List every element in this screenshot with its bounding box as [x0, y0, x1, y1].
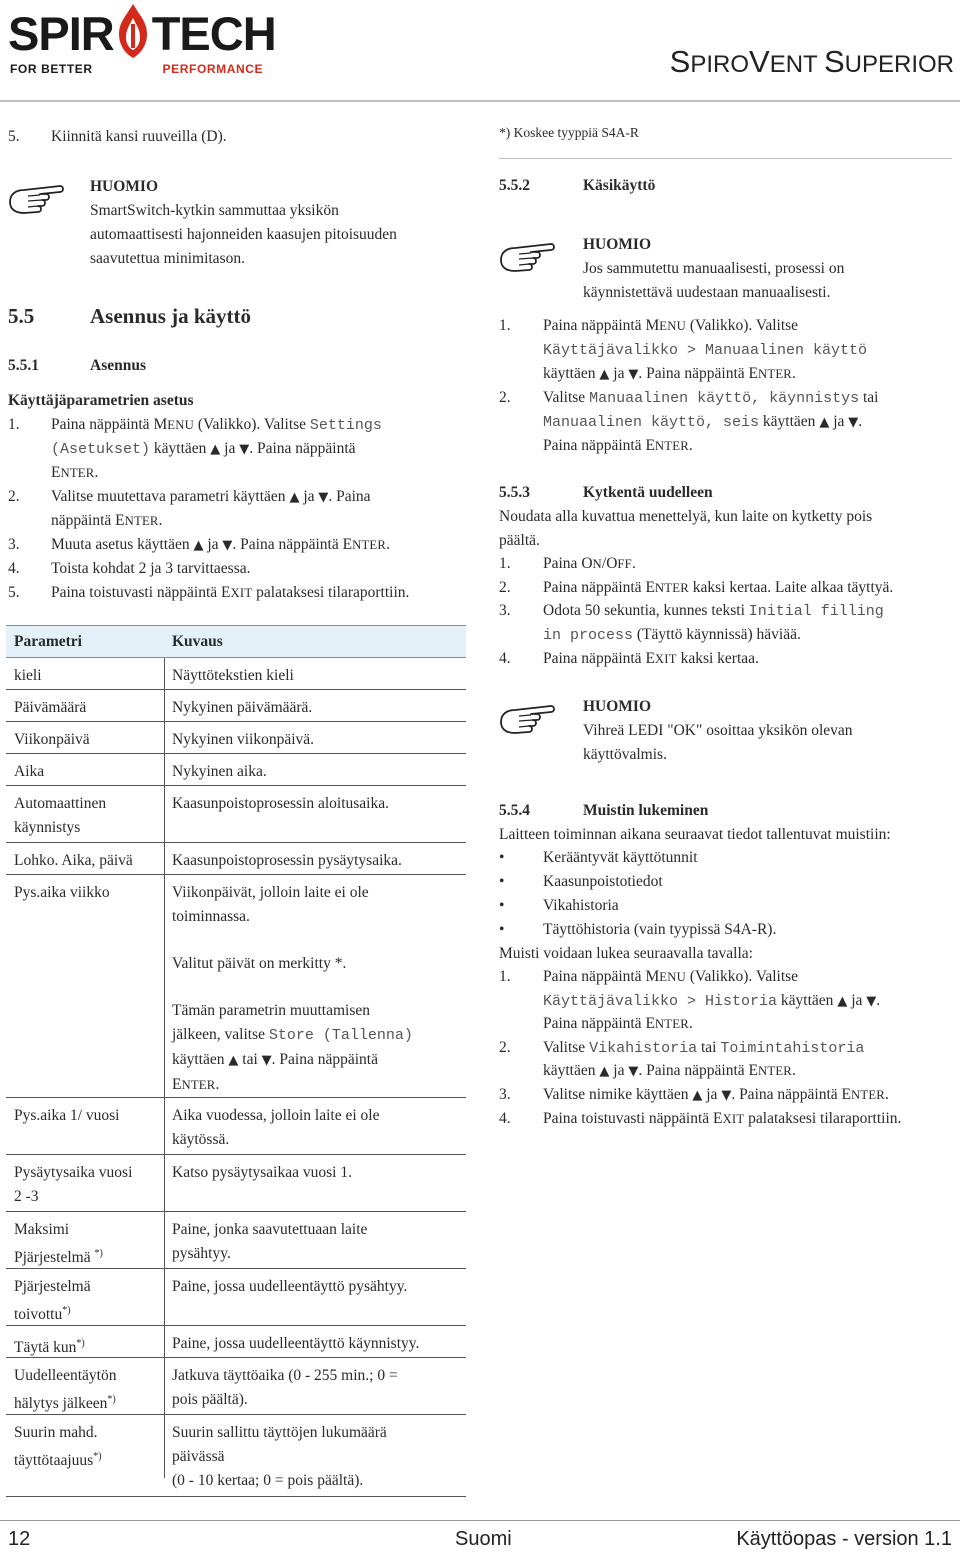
- parameter-table: [6, 625, 466, 1497]
- right-rule: [499, 158, 952, 159]
- down-arrow-icon: ▼: [721, 1088, 732, 1103]
- table-row: Automaattinen käynnistys Kaasunpoistoprosessin aloitusaika.: [6, 786, 466, 843]
- restart-step-2: 2. Paina näppäintä ENTER kaksi kertaa. Laite alkaa täyttyä.: [499, 579, 894, 596]
- section-5-5-2-heading: 5.5.2 Käsikäyttö: [499, 177, 656, 194]
- history-step-3: 3. Valitse nimike käyttäen ▲ ja ▼. Paina näppäintä ENTER.: [499, 1086, 889, 1103]
- tagline-right: PERFORMANCE: [162, 62, 264, 76]
- header-kuvaus: Kuvaus: [172, 633, 223, 650]
- down-arrow-icon: ▼: [628, 1064, 639, 1079]
- up-arrow-icon: ▲: [599, 367, 610, 382]
- manual-step-2-cont: Manuaalinen käyttö, seis käyttäen ▲ ja ▼.: [543, 413, 863, 431]
- user-params-heading: Käyttäjäparametrien asetus: [8, 392, 194, 409]
- tagline-left: FOR BETTER: [10, 62, 93, 76]
- table-row: Pysäytysaika vuosi 2 -3 Katso pysäytysaikaa vuosi 1.: [6, 1155, 466, 1212]
- section-5-5-heading: 5.5 Asennus ja käyttö: [8, 304, 252, 328]
- param-step-1: 1. Paina näppäintä MENU (Valikko). Valitse Settings: [8, 416, 382, 434]
- table-row: Pys.aika 1/ vuosi Aika vuodessa, jolloin laite ei ole käytössä.: [6, 1098, 466, 1155]
- history-step-1: 1. Paina näppäintä MENU (Valikko). Valitse: [499, 968, 799, 985]
- logo-flame-icon: [114, 10, 152, 58]
- down-arrow-icon: ▼: [222, 538, 233, 553]
- param-step-2-cont: näppäintä ENTER.: [51, 512, 163, 529]
- section-5-5-3-text: Noudata alla kuvattua menettelyä, kun laite on kytketty pois: [499, 508, 873, 525]
- logo-text-left: SPIR: [8, 7, 114, 60]
- down-arrow-icon: ▼: [866, 994, 877, 1009]
- param-step-1-cont: (Asetukset) käyttäen ▲ ja ▼. Paina näppäintä: [51, 440, 356, 458]
- section-5-5-4-text: Muisti voidaan lukea seuraavalla tavalla:: [499, 945, 753, 962]
- logo-text-right: TECH: [151, 7, 276, 60]
- section-5-5-3-heading: 5.5.3 Kytkentä uudelleen: [499, 484, 713, 501]
- table-row: Pys.aika viikko Viikonpäivät, jolloin laite ei ole toiminnassa. Valitut päivät on merkitty *. Tämän parametrin muuttamisen jälkeen, valitse Store (Tallenna) käyttäen ▲ tai ▼. Paina näppäintä ENTER.: [6, 875, 466, 1098]
- step-5: 5. Kiinnitä kansi ruuveilla (D).: [8, 128, 227, 145]
- manual-step-1-menu-path: Käyttäjävalikko > Manuaalinen käyttö: [543, 342, 868, 359]
- manual-step-1-cont: käyttäen ▲ ja ▼. Paina näppäintä ENTER.: [543, 365, 796, 382]
- table-row: Täytä kun*) Paine, jossa uudelleentäyttö käynnistyy.: [6, 1326, 466, 1358]
- table-row: Uudelleentäytön hälytys jälkeen*) Jatkuva täyttöaika (0 - 255 min.; 0 = pois päältä).: [6, 1358, 466, 1415]
- history-step-1-cont: Paina näppäintä ENTER.: [543, 1015, 693, 1032]
- table-row: kieli Näyttötekstien kieli: [6, 658, 466, 690]
- down-arrow-icon: ▼: [848, 415, 859, 430]
- up-arrow-icon: ▲: [692, 1088, 703, 1103]
- bullet-item: • Kaasunpoistotiedot: [499, 873, 663, 890]
- up-arrow-icon: ▲: [193, 538, 204, 553]
- footer-language: Suomi: [455, 1528, 512, 1550]
- history-step-4: 4. Paina toistuvasti näppäintä EXIT palataksesi tilaraporttiin.: [499, 1110, 902, 1127]
- note1-line: SmartSwitch-kytkin sammuttaa yksikön: [90, 202, 339, 219]
- pointing-hand-icon: [6, 180, 68, 220]
- table-row: Lohko. Aika, päivä Kaasunpoistoprosessin pysäytysaika.: [6, 843, 466, 875]
- up-arrow-icon: ▲: [819, 415, 830, 430]
- product-name: SPIROVENT SUPERIOR: [669, 44, 954, 79]
- table-header: [6, 625, 466, 658]
- table-row: Pjärjestelmä toivottu*) Paine, jossa uudelleentäyttö pysähtyy.: [6, 1269, 466, 1326]
- header-parametri: Parametri: [14, 633, 82, 650]
- table-row: Päivämäärä Nykyinen päivämäärä.: [6, 690, 466, 722]
- header-rule: [0, 100, 960, 102]
- restart-step-3-cont: in process (Täyttö käynnissä) häviää.: [543, 626, 801, 644]
- pointing-hand-icon: [497, 700, 559, 740]
- history-step-2: 2. Valitse Vikahistoria tai Toimintahistoria: [499, 1039, 865, 1057]
- param-step-3: 3. Muuta asetus käyttäen ▲ ja ▼. Paina näppäintä ENTER.: [8, 536, 390, 553]
- section-5-5-4-heading: 5.5.4 Muistin lukeminen: [499, 802, 709, 819]
- up-arrow-icon: ▲: [210, 442, 221, 457]
- pointing-hand-icon: [497, 238, 559, 278]
- brand-logo: [8, 6, 276, 61]
- down-arrow-icon: ▼: [628, 367, 639, 382]
- history-step-1-cont: Käyttäjävalikko > Historia käyttäen ▲ ja ▼.: [543, 992, 881, 1010]
- bullet-item: • Täyttöhistoria (vain tyypissä S4A-R).: [499, 921, 777, 938]
- history-step-2-cont: käyttäen ▲ ja ▼. Paina näppäintä ENTER.: [543, 1062, 796, 1079]
- note1-line: saavutettua minimitason.: [90, 250, 245, 267]
- restart-step-3: 3. Odota 50 sekuntia, kunnes teksti Initial filling: [499, 602, 884, 620]
- footer-rule: [0, 1520, 960, 1521]
- restart-step-1: 1. Paina ON/OFF.: [499, 555, 636, 572]
- note2-line: käynnistettävä uudestaan manuaalisesti.: [583, 284, 831, 301]
- section-5-5-3-text: päältä.: [499, 532, 540, 549]
- note1-line: automaattisesti hajonneiden kaasujen pitoisuuden: [90, 226, 397, 243]
- up-arrow-icon: ▲: [289, 490, 300, 505]
- param-step-1-cont: ENTER.: [51, 464, 99, 481]
- footer-doc-title: Käyttöopas - version 1.1: [736, 1528, 952, 1550]
- table-row: Aika Nykyinen aika.: [6, 754, 466, 786]
- table-row: Viikonpäivä Nykyinen viikonpäivä.: [6, 722, 466, 754]
- down-arrow-icon: ▼: [239, 442, 250, 457]
- up-arrow-icon: ▲: [228, 1053, 239, 1068]
- manual-step-1: 1. Paina näppäintä MENU (Valikko). Valitse: [499, 317, 799, 334]
- bullet-item: • Kerääntyvät käyttötunnit: [499, 849, 698, 866]
- note3-line: käyttövalmis.: [583, 746, 667, 763]
- note3-line: Vihreä LEDI "OK" osoittaa yksikön olevan: [583, 722, 853, 739]
- bullet-item: • Vikahistoria: [499, 897, 619, 914]
- section-5-5-1-heading: 5.5.1 Asennus: [8, 357, 146, 374]
- footnote: *) Koskee tyyppiä S4A-R: [499, 125, 639, 140]
- note2-title: HUOMIO: [583, 236, 652, 253]
- page-number: 12: [8, 1528, 31, 1550]
- param-step-5: 5. Paina toistuvasti näppäintä EXIT palataksesi tilaraporttiin.: [8, 584, 410, 601]
- restart-step-4: 4. Paina näppäintä EXIT kaksi kertaa.: [499, 650, 759, 667]
- note2-line: Jos sammutettu manuaalisesti, prosessi on: [583, 260, 845, 277]
- logo-tagline: [10, 62, 263, 76]
- up-arrow-icon: ▲: [599, 1064, 610, 1079]
- down-arrow-icon: ▼: [318, 490, 329, 505]
- note3-title: HUOMIO: [583, 698, 652, 715]
- param-step-4: 4. Toista kohdat 2 ja 3 tarvittaessa.: [8, 560, 251, 577]
- param-step-2: 2. Valitse muutettava parametri käyttäen ▲ ja ▼. Paina: [8, 488, 371, 505]
- table-row: Suurin mahd. täyttötaajuus*) Suurin sallittu täyttöjen lukumäärä päivässä (0 - 10 kertaa; 0 = pois päältä).: [6, 1415, 466, 1497]
- section-5-5-4-text: Laitteen toiminnan aikana seuraavat tiedot tallentuvat muistiin:: [499, 826, 891, 843]
- note1-title: HUOMIO: [90, 178, 159, 195]
- table-row: Maksimi Pjärjestelmä *) Paine, jonka saavutettuaan laite pysähtyy.: [6, 1212, 466, 1269]
- manual-step-2: 2. Valitse Manuaalinen käyttö, käynnistys tai: [499, 389, 879, 407]
- manual-step-2-cont: Paina näppäintä ENTER.: [543, 437, 693, 454]
- up-arrow-icon: ▲: [837, 994, 848, 1009]
- down-arrow-icon: ▼: [261, 1053, 272, 1068]
